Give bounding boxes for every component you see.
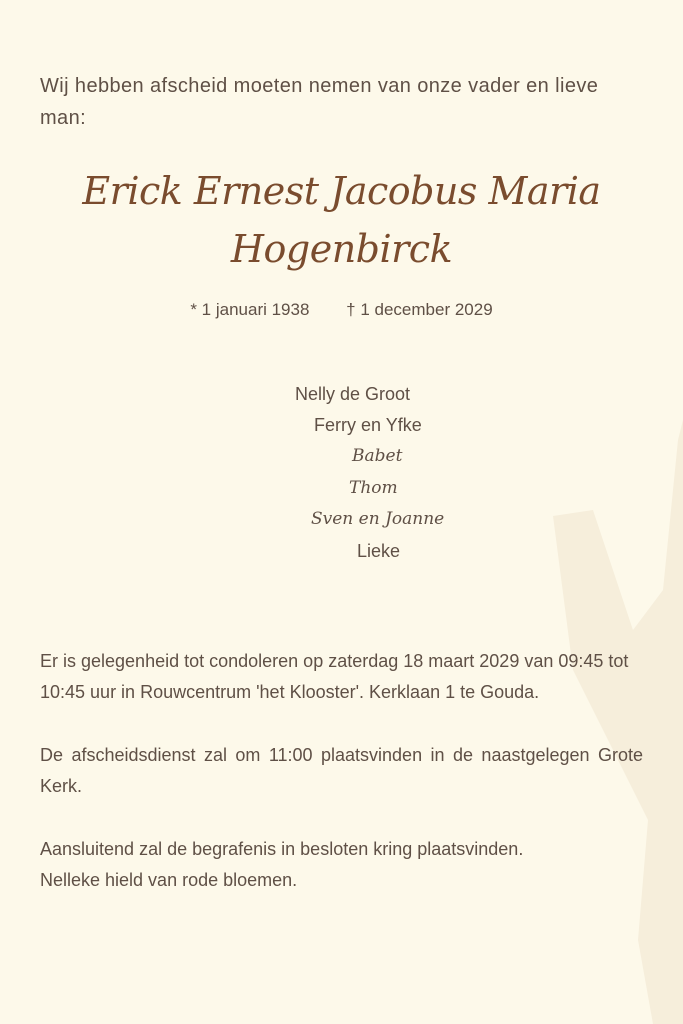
flowers-text: Nelleke hield van rode bloemen. <box>40 870 298 890</box>
burial-text: Aansluitend zal de begrafenis in besloten kring plaatsvinden. <box>40 839 524 859</box>
closing-text <box>40 834 643 896</box>
family-member: Lieke <box>357 541 401 561</box>
family-list <box>40 384 643 584</box>
family-member: Ferry en Yfke <box>314 415 422 435</box>
name-line-1: Erick Ernest Jacobus Maria <box>82 169 601 213</box>
intro-text: Wij hebben afscheid moeten nemen van onze vader en lieve man: <box>40 75 599 129</box>
family-member: Sven en Joanne <box>311 509 445 529</box>
birth-date: * 1 januari 1938 <box>190 300 310 319</box>
condoleance-text: Er is gelegenheid tot condoleren op zaterdag 18 maart 2029 van 09:45 tot 10:45 uur in Rouwcentrum 'het Klooster'. Kerklaan 1 te Gouda. <box>40 651 629 702</box>
family-member: Babet <box>352 446 403 466</box>
dates <box>40 300 643 320</box>
deceased-name <box>40 162 643 278</box>
death-date: † 1 december 2029 <box>346 300 493 319</box>
name-line-2: Hogenbirck <box>230 227 453 271</box>
service-text: De afscheidsdienst zal om 11:00 plaatsvinden in de naastgelegen Grote Kerk. <box>40 745 643 796</box>
family-member: Thom <box>349 478 398 498</box>
family-member: Nelly de Groot <box>295 384 411 404</box>
